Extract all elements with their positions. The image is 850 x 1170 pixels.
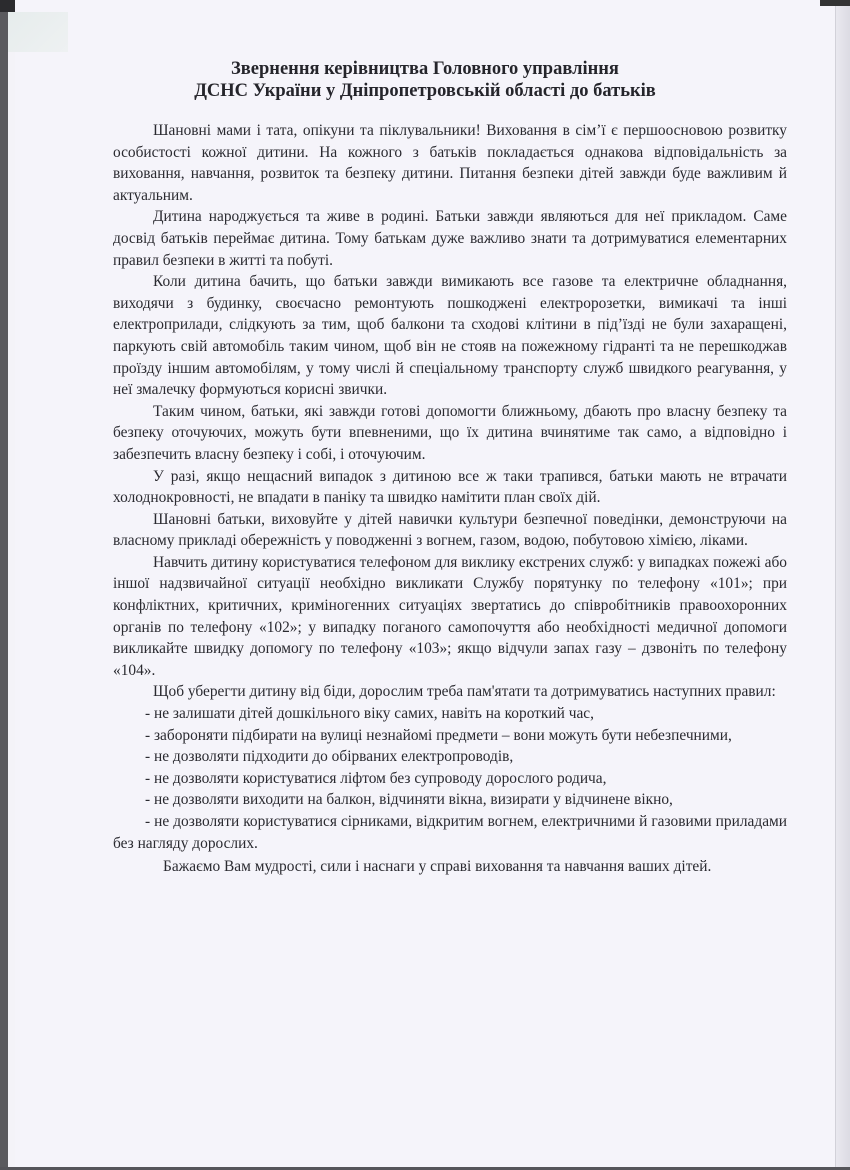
rule-item: - не дозволяти користуватися сірниками, відкритим вогнем, електричними й газовими приладами без нагляду дорослих.	[113, 813, 787, 852]
paragraph-safe-behavior: Шановні батьки, виховуйте у дітей навички культури безпечної поведінки, демонструючи на власному прикладі обережність у поводженні з вогнем, газом, водою, побутовою хімією, ліками.	[113, 510, 787, 550]
paragraph-rules-intro: Щоб уберегти дитину від біди, дорослим треба пам'ятати та дотримуватись наступних правил:	[153, 683, 776, 701]
title-line-1: Звернення керівництва Головного управління	[231, 59, 619, 79]
scan-margin-corner	[8, 12, 68, 52]
document-title	[0, 58, 850, 102]
scan-page-edge-right	[835, 0, 850, 1170]
title-line-2: ДСНС України у Дніпропетровській області до батьків	[194, 81, 656, 101]
paragraph-habits: Коли дитина бачить, що батьки завжди вимикають все газове та електричне обладнання, виходячи з будинку, своєчасно ремонтують пошкоджені електророзетки, вимикачі та інші електроприлади, слідкують за тим, щоб балкони та сходові клітини в під’їзді не були захаращені, паркують свій автомобіль таким чином, щоб він не стояв на пожежному гідранті та не перешкоджав проїзду іншим автомобілям, у тому числі й спеціальному транспорту служб швидкого реагування, у неї змалечку формуються корисні звички.	[113, 273, 787, 399]
scan-shadow-left	[0, 12, 8, 1170]
paragraph-accident: У разі, якщо нещасний випадок з дитиною все ж таки трапився, батьки мають не втрачати холоднокровності, не впадати в паніку та швидко намітити план своїх дій.	[113, 467, 787, 507]
rule-item: - не дозволяти користуватися ліфтом без супроводу дорослого родича,	[145, 769, 607, 787]
paragraph-mutual-safety: Таким чином, батьки, які завжди готові допомогти ближньому, дбають про власну безпеку та безпеку оточуючих, можуть бути впевненими, що їх дитина вчинятиме так само, а відповідно і забезпечить власну безпеку і собі, і оточуючим.	[113, 402, 787, 463]
closing-wish: Бажаємо Вам мудрості, сили і наснаги у справі виховання та навчання ваших дітей.	[163, 858, 712, 875]
rule-item: - не залишати дітей дошкільного віку самих, навіть на короткий час,	[145, 705, 594, 723]
scan-shadow-top-right	[820, 0, 850, 6]
rule-item: - не дозволяти виходити на балкон, відчиняти вікна, визирати у відчинене вікно,	[145, 791, 673, 809]
document-body	[113, 120, 787, 854]
rule-item: - не дозволяти підходити до обірваних електропроводів,	[145, 748, 514, 766]
paragraph-family-example: Дитина народжується та живе в родині. Батьки завжди являються для неї прикладом. Саме досвід батьків переймає дитина. Тому батькам дуже важливо знати та дотримуватися елементарних правил безпеки в житті та побуті.	[113, 208, 787, 269]
paragraph-intro: Шановні мами і тата, опікуни та піклувальники! Виховання в сім’ї є першоосновою розвитку особистості кожної дитини. На кожного з батьків покладається однакова відповідальність за виховання, навчання, розвиток та безпеку дитини. Питання безпеки дітей завжди буде важливим й актуальним.	[113, 122, 787, 204]
rule-item: - забороняти підбирати на вулиці незнайомі предмети – вони можуть бути небезпечними,	[145, 726, 732, 744]
paragraph-emergency-numbers: Навчить дитину користуватися телефоном для виклику екстрених служб: у випадках пожежі або іншої надзвичайної ситуації необхідно викликати Службу порятунку по телефону «101»; при конфліктних, критичних, криміногенних ситуаціях звертатись до співробітників правоохоронних органів по телефону «102»; у випадку поганого самопочуття або необхідності медичної допомоги викликайте швидку допомогу по телефону «103»; якщо відчули запах газу – дзвоніть по телефону «104».	[113, 553, 787, 679]
